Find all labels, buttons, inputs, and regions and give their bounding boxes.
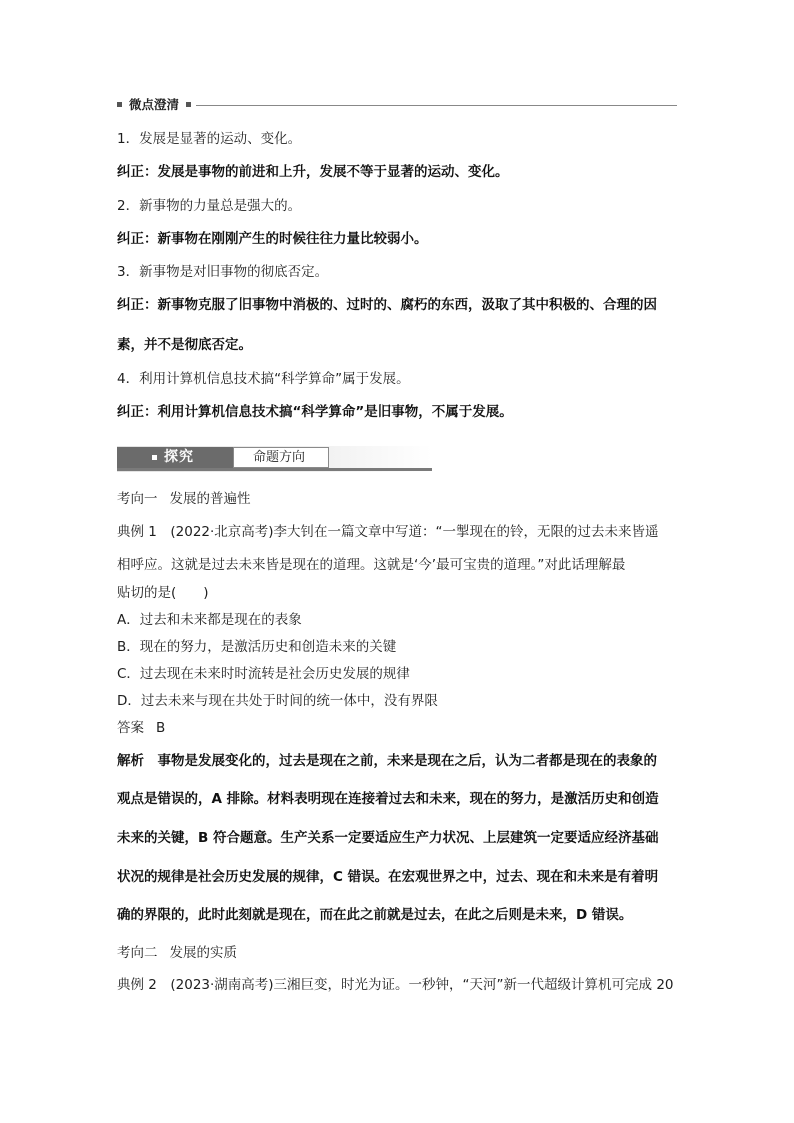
option-a: A．过去和未来都是现在的表象 [117,612,302,628]
option-c: C．过去现在未来时时流转是社会历史发展的规律 [117,666,410,682]
analysis-line-3: 未来的关键，B 符合题意。生产关系一定要适应生产力状况、上层建筑一定要适应经济基础 [117,830,659,846]
proposition-direction-tab [233,447,329,468]
statement-1: 1．发展是显著的运动、变化。 [117,131,302,147]
explore-label-box [117,447,233,468]
section-title: 微点澄清 [129,97,180,112]
correction-1: 纠正：发展是事物的前进和上升，发展不等于显著的运动、变化。 [117,164,509,180]
statement-4: 4．利用计算机信息技术搞“科学算命”属于发展。 [117,371,410,387]
statement-2: 2．新事物的力量总是强大的。 [117,198,302,214]
example-1-line-1: 典例 1 (2022·北京高考)李大钊在一篇文章中写道：“一掣现在的铃，无限的过去未来皆遥 [117,524,659,540]
example-1-line-3: 贴切的是( ) [117,585,209,601]
section-header-clarify [117,97,677,113]
explore-banner [117,446,432,472]
statement-3: 3．新事物是对旧事物的彻底否定。 [117,264,329,280]
divider [196,105,677,106]
correction-2: 纠正：新事物在刚刚产生的时候往往力量比较弱小。 [117,231,428,247]
analysis-line-5: 确的界限的，此时此刻就是现在，而在此之前就是过去，在此之后则是未来，D 错误。 [117,907,633,923]
correction-3-line-2: 素，并不是彻底否定。 [117,337,252,353]
square-bullet-icon [117,102,122,107]
analysis-line-2: 观点是错误的，A 排除。材料表明现在连接着过去和未来，现在的努力，是激活历史和创造 [117,791,659,807]
answer-label: 答案 [117,720,144,736]
banner-underline [117,468,432,471]
analysis-line-4: 状况的规律是社会历史发展的规律，C 错误。在宏观世界之中，过去、现在和未来是有着明 [117,869,659,885]
option-d: D．过去未来与现在共处于时间的统一体中，没有界限 [117,693,438,709]
example-2-line-1: 典例 2 (2023·湖南高考)三湘巨变，时光为证。一秒钟，“天河”新一代超级计算机可完成 20 [117,977,674,993]
topic-title: 发展的实质 [169,945,237,961]
topic-title: 发展的普遍性 [169,491,251,507]
topic-label: 考向二 [117,945,158,961]
square-bullet-icon [152,455,157,460]
topic-label: 考向一 [117,491,158,507]
square-bullet-icon [186,102,191,107]
option-b: B．现在的努力，是激活历史和创造未来的关键 [117,639,397,655]
topic-2-heading [117,944,237,962]
analysis-line-1: 解析 事物是发展变化的，过去是现在之前，未来是现在之后，认为二者都是现在的表象的 [117,753,657,769]
correction-3-line-1: 纠正：新事物克服了旧事物中消极的、过时的、腐朽的东西，汲取了其中积极的、合理的因 [117,297,657,313]
answer-line [117,719,165,737]
topic-1-heading [117,490,251,508]
answer-value: B [156,720,166,736]
correction-4: 纠正：利用计算机信息技术搞“科学算命”是旧事物，不属于发展。 [117,404,513,420]
tab-label: 命题方向 [253,450,306,465]
example-1-line-2: 相呼应。这就是过去未来皆是现在的道理。这就是‘今’最可宝贵的道理。”对此话理解最 [117,557,626,573]
explore-label: 探究 [164,449,194,465]
